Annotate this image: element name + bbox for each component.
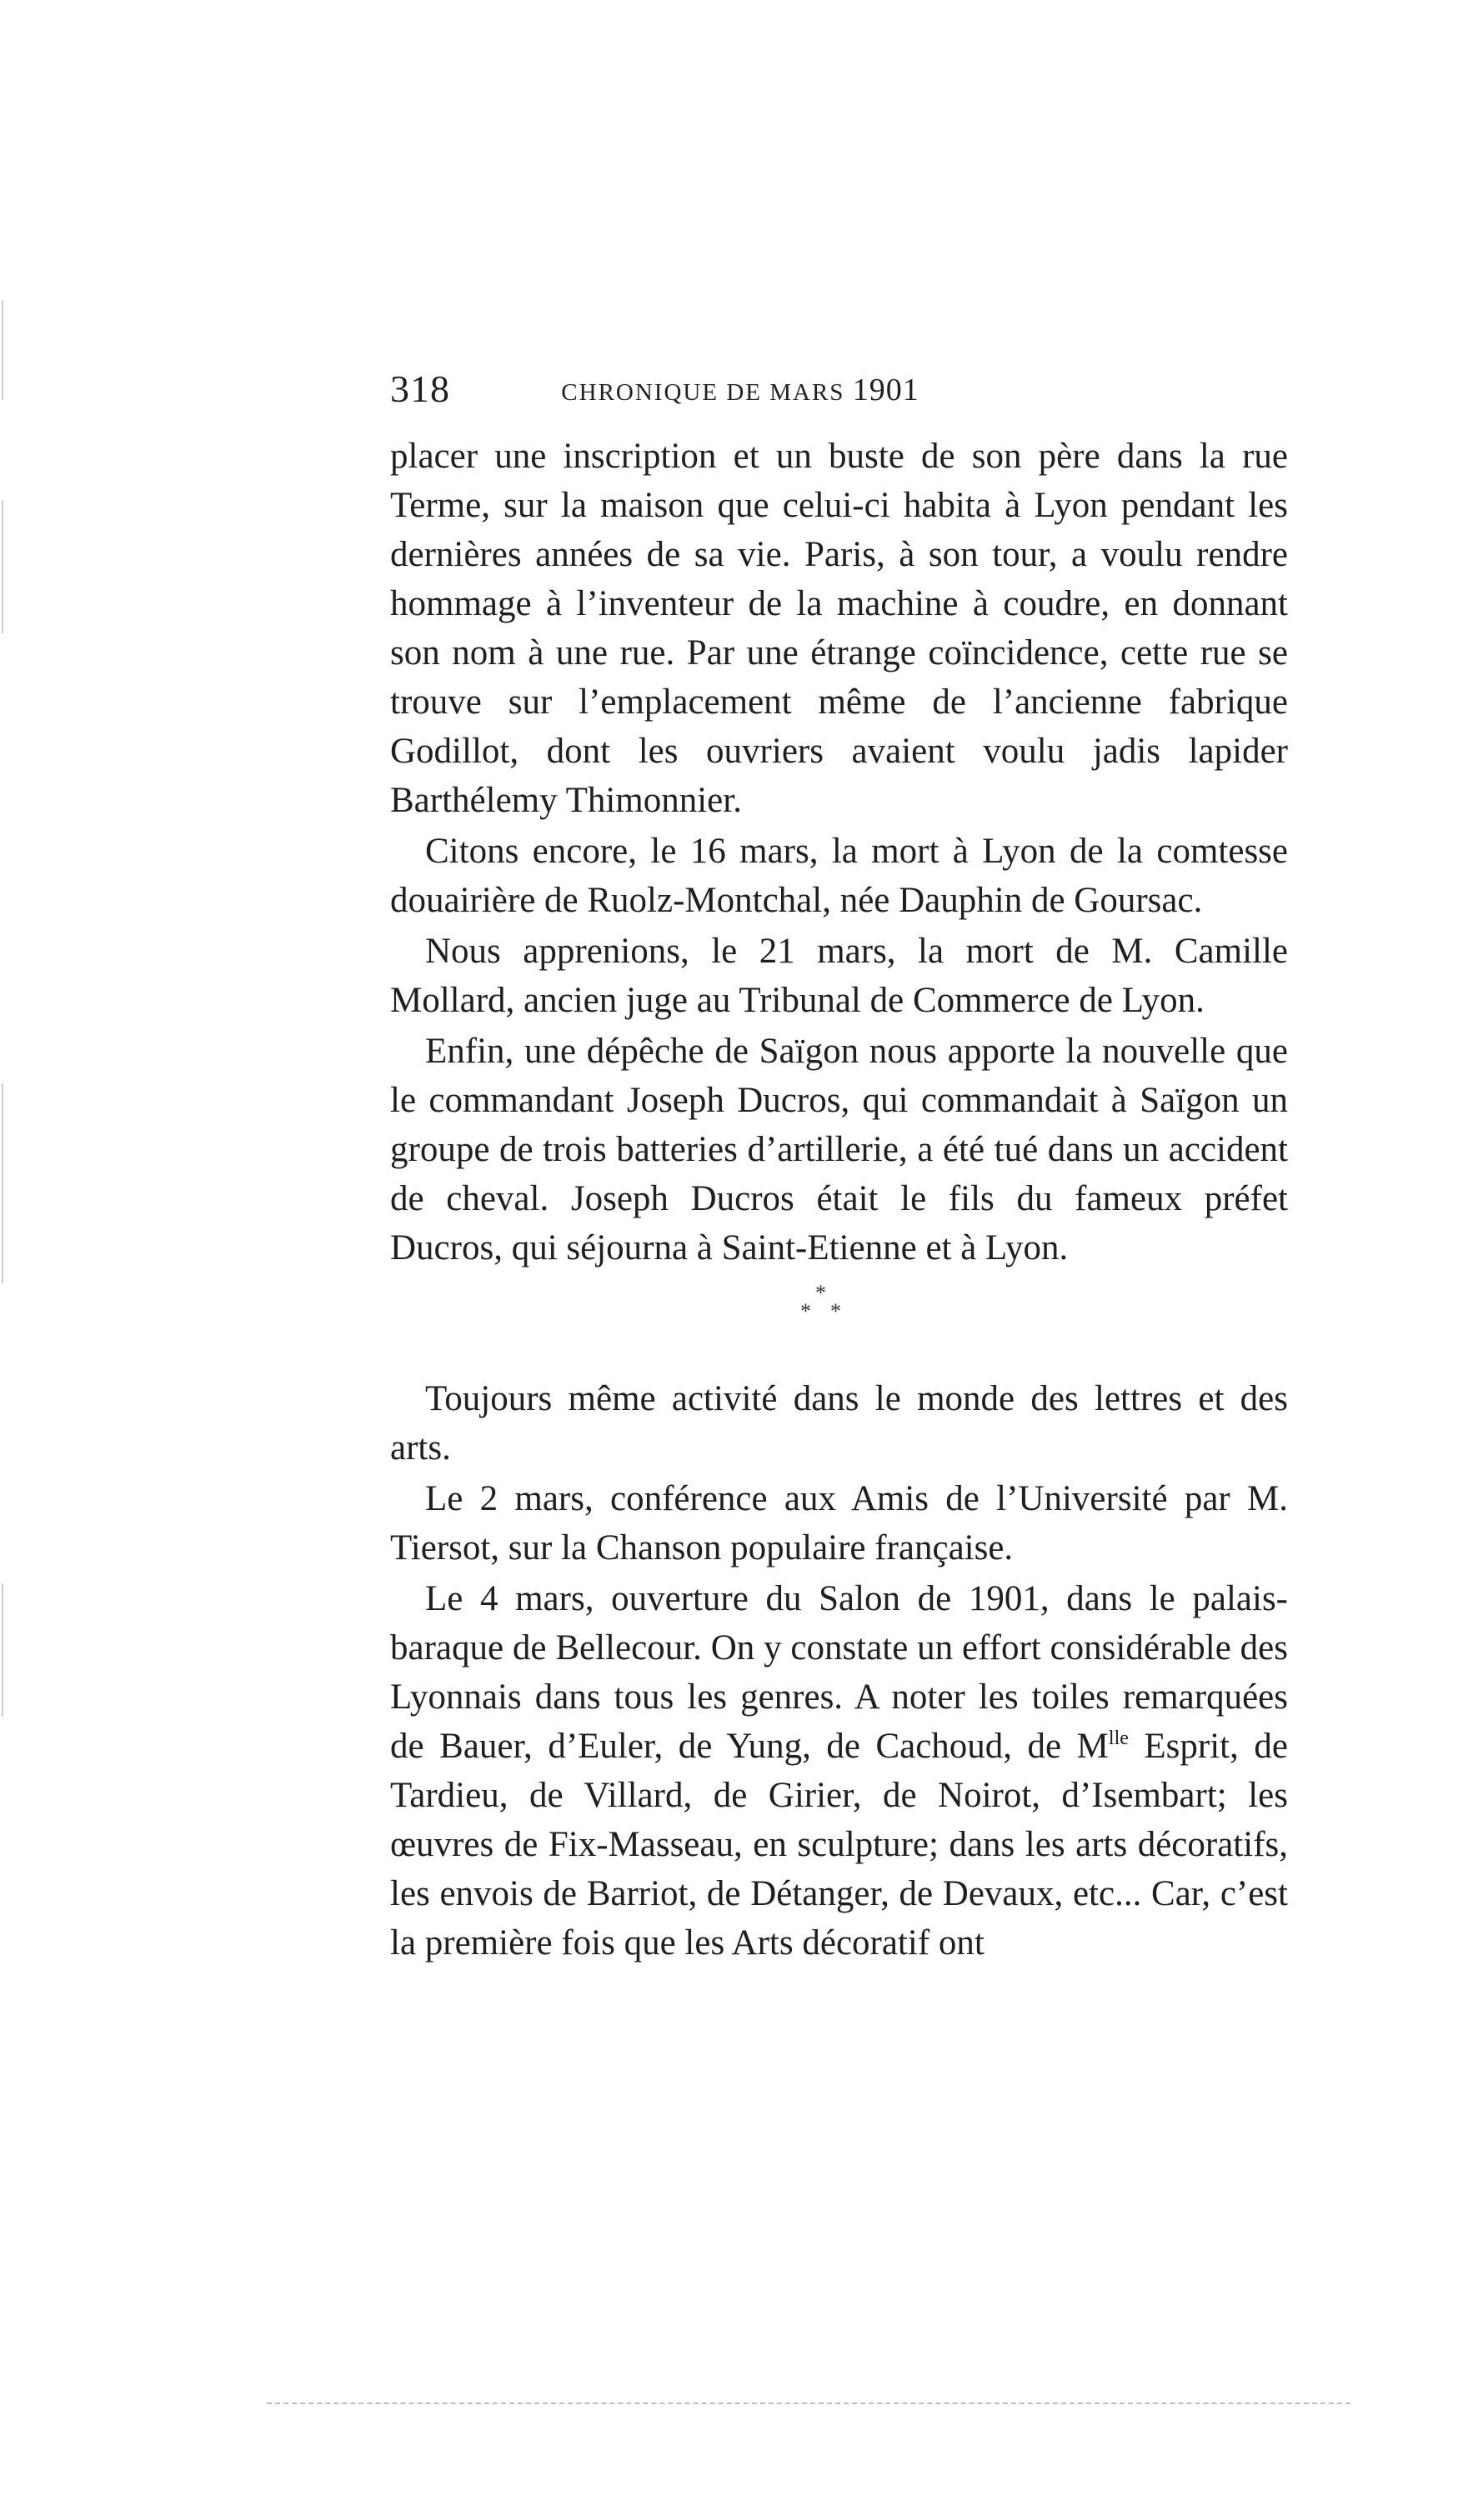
paragraph: Le 2 mars, conférence aux Amis de l’Université par M. Tiersot, sur la Chanson populaire française. — [390, 1479, 1288, 1568]
asterism-star: * — [800, 1299, 811, 1323]
paragraph: Toujours même activité dans le monde des lettres et des arts. — [390, 1379, 1288, 1468]
paragraph: Enfin, une dépêche de Saïgon nous apporte la nouvelle que le commandant Joseph Ducros, qui commandait à Saïgon un groupe de trois batteries d’artillerie, a été tué dans un accident de cheval. Joseph Ducros était le fils du fameux préfet Ducros, qui séjourna à Saint-Etienne et à Lyon. — [390, 1032, 1288, 1268]
scan-edge-mark — [2, 1083, 3, 1283]
scan-edge-mark — [2, 300, 3, 400]
running-title — [390, 372, 1057, 408]
asterism-star: * — [815, 1281, 826, 1305]
running-title-year: 1901 — [852, 372, 919, 408]
paragraph-text: Le 4 mars, ouverture du Salon de 1901, dans le palais-baraque de Bellecour. On y constate un effort considérable des Lyonnais dans tous les genres. A noter les toiles remarquées de Bauer, d’Euler, de Yung, de Cachoud, de M — [390, 1579, 1288, 1766]
running-title-text: CHRONIQUE DE MARS — [561, 379, 845, 406]
paragraph: Nous apprenions, le 21 mars, la mort de M. Camille Mollard, ancien juge au Tribunal de Commerce de Lyon. — [390, 932, 1288, 1020]
body-text — [390, 432, 1288, 1968]
running-header — [390, 367, 1057, 417]
paragraph — [390, 1574, 1288, 1968]
paragraph: placer une inscription et un buste de son père dans la rue Terme, sur la maison que celui-ci habita à Lyon pendant les dernières années de sa vie. Paris, à son tour, a voulu rendre hommage à l’inventeur de la machine à coudre, en donnant son nom à une rue. Par une étrange coïncidence, cette rue se trouve sur l’emplacement même de l’ancienne fabrique Godillot, dont les ouvriers avaient voulu jadis lapider Barthélemy Thimonnier. — [390, 437, 1288, 820]
page-number: 318 — [390, 368, 450, 410]
paragraph: Citons encore, le 16 mars, la mort à Lyon de la comtesse douairière de Ruolz-Montchal, née Dauphin de Goursac. — [390, 832, 1288, 920]
scan-edge-mark — [2, 1583, 3, 1717]
scan-bottom-rule — [267, 2402, 1350, 2408]
section-separator — [390, 1276, 1288, 1374]
paragraph-text: Esprit, de Tardieu, de Villard, de Girier, de Noirot, d’Isembart; les œuvres de Fix-Masseau, en sculpture; dans les arts décoratifs, les envois de Barriot, de Détanger, de Devaux, etc... Car, c’est la première fois que les Arts décoratif ont — [390, 1727, 1288, 1962]
superscript: lle — [1108, 1728, 1129, 1749]
asterism-star: * — [830, 1299, 841, 1323]
scan-edge-mark — [2, 500, 3, 633]
